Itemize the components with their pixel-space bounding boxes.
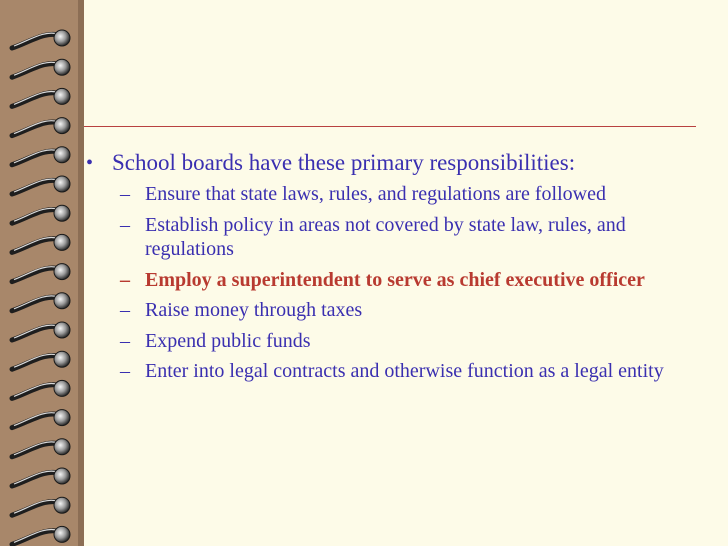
- binding-hole: [54, 293, 70, 309]
- sub-bullet: [120, 213, 696, 262]
- sub-bullet: [120, 329, 696, 354]
- dash-marker: –: [120, 299, 130, 321]
- sub-bullet-text: Employ a superintendent to serve as chief executive officer: [145, 268, 645, 291]
- binding-hole: [54, 59, 70, 75]
- sub-bullet-text: Raise money through taxes: [145, 299, 363, 321]
- binding-hole: [54, 410, 70, 426]
- dash-marker: –: [120, 268, 130, 291]
- binding-hole: [54, 351, 70, 367]
- binding-hole: [54, 380, 70, 396]
- sub-bullet-text: Enter into legal contracts and otherwise function as a legal entity: [145, 360, 664, 382]
- binding-hole: [54, 526, 70, 542]
- sub-bullet-text: Expend public funds: [145, 329, 311, 352]
- sub-bullet-text: Establish policy in areas not covered by state law, rules, and regulations: [145, 213, 626, 260]
- spiral-rings: [0, 0, 84, 546]
- binding-hole: [54, 439, 70, 455]
- sub-bullet-emphasized: [120, 268, 696, 293]
- slide-body: [86, 148, 696, 390]
- dash-marker: –: [120, 213, 130, 236]
- dash-marker: –: [120, 360, 130, 382]
- main-bullet-text: School boards have these primary responsibilities:: [112, 150, 576, 175]
- dash-marker: –: [120, 329, 130, 352]
- binding-hole: [54, 497, 70, 513]
- sub-bullet: [120, 359, 696, 384]
- binding-hole: [54, 234, 70, 250]
- title-divider-line: [84, 126, 696, 127]
- sub-bullet-list: [120, 182, 696, 384]
- main-bullet: [86, 148, 696, 178]
- binding-hole: [54, 118, 70, 134]
- sub-bullet-text: Ensure that state laws, rules, and regulations are followed: [145, 183, 606, 205]
- bullet-marker: •: [86, 152, 94, 174]
- binding-hole: [54, 147, 70, 163]
- sub-bullet: [120, 182, 696, 207]
- binding-hole: [54, 176, 70, 192]
- dash-marker: –: [120, 183, 130, 205]
- binding-hole: [54, 264, 70, 280]
- binding-hole: [54, 30, 70, 46]
- sub-bullet: [120, 298, 696, 323]
- binding-hole: [54, 88, 70, 104]
- binding-hole: [54, 205, 70, 221]
- binding-hole: [54, 468, 70, 484]
- binding-hole: [54, 322, 70, 338]
